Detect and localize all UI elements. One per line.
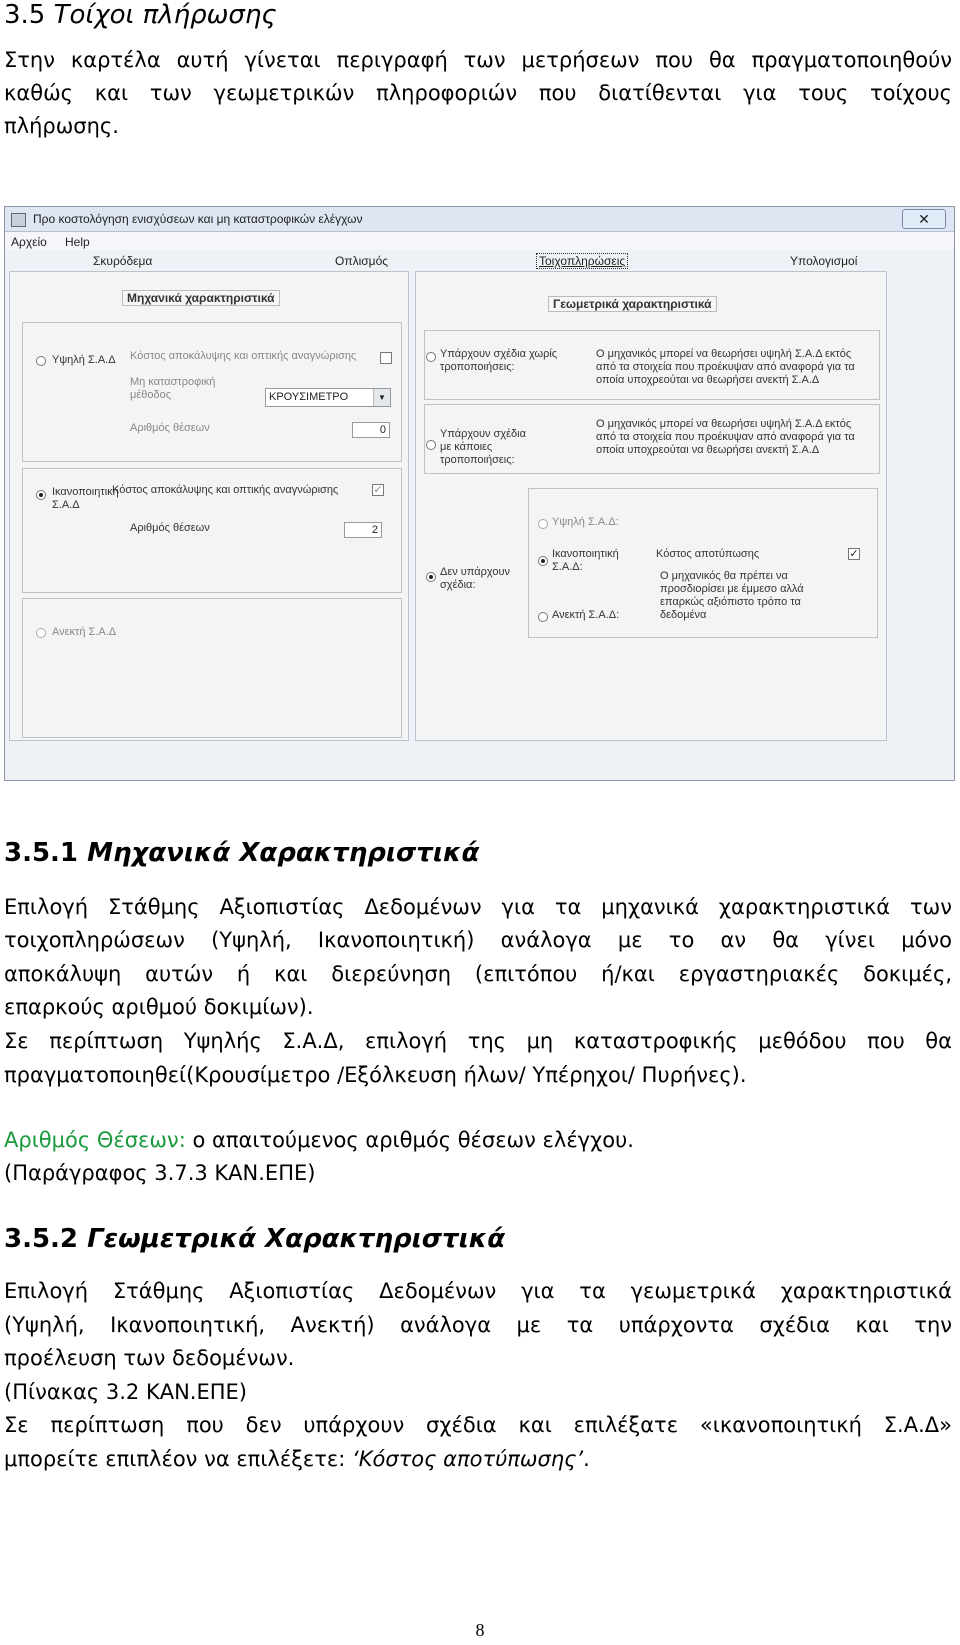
p352-line-6 (4, 1443, 952, 1476)
p352-line-2: (Υψηλή, Ικανοποιητική, Ανεκτή) ανάλογα με τα υπάρχοντα σχέδια και την (4, 1313, 952, 1337)
method-value: ΚΡΟΥΣΙΜΕΤΡΟ (269, 391, 349, 403)
opt1-label: Υπάρχουν σχέδια χωρίς τροποποιήσεις: (440, 348, 558, 373)
positions-text: ο απαιτούμενος αριθμός θέσεων ελέγχου. (185, 1128, 634, 1152)
method-select[interactable] (265, 388, 391, 407)
p351-line-3: αποκάλυψη αυτών ή και διερεύνηση (επιτόπου ή/και εργαστηριακές δοκιμές, (4, 962, 952, 986)
acceptable-radio[interactable] (36, 628, 46, 638)
close-button[interactable]: ✕ (902, 209, 946, 229)
tab-calculations[interactable]: Υπολογισμοί (790, 254, 858, 268)
opt1-radio[interactable] (426, 352, 436, 362)
tab-infill-walls[interactable]: Τοιχοπληρώσεις (539, 254, 626, 268)
p351-line-1: Επιλογή Στάθμης Αξιοπιστίας Δεδομένων για τα μηχανικά χαρακτηριστικά των (4, 895, 952, 919)
menu-file[interactable]: Αρχείο (11, 235, 47, 249)
sub-sat-radio[interactable] (538, 556, 548, 566)
tab-strip (5, 251, 935, 273)
positions-paragraph (4, 1124, 952, 1157)
sub-acc-radio[interactable] (538, 612, 548, 622)
section-heading (4, 0, 277, 30)
positions-high-input[interactable]: 0 (352, 422, 390, 438)
menu-bar (5, 232, 954, 250)
intro-line-2: καθώς και των γεωμετρικών πληροφοριών που διατίθενται για τους τοίχους (4, 81, 952, 105)
subsection-352-number: 3.5.2 (4, 1224, 79, 1254)
p352-line-4: (Πίνακας 3.2 ΚΑΝ.ΕΠΕ) (4, 1380, 247, 1404)
sub-high-label: Υψηλή Σ.Α.Δ: (552, 516, 619, 528)
p352-line-1: Επιλογή Στάθμης Αξιοπιστίας Δεδομένων για τα γεωμετρικά χαρακτηριστικά (4, 1279, 952, 1303)
p352-line-3: προέλευση των δεδομένων. (4, 1346, 295, 1370)
intro-line-3: πλήρωσης. (4, 114, 119, 138)
menu-help[interactable]: Help (65, 235, 90, 249)
survey-desc: Ο μηχανικός θα πρέπει να προσδιορίσει με έμμεσο αλλά επαρκώς αξιόπιστο τρόπο τα δεδομένα (660, 570, 804, 621)
high-label: Υψηλή Σ.Α.Δ (52, 354, 116, 366)
high-radio[interactable] (36, 356, 46, 366)
p352-line-5: Σε περίπτωση που δεν υπάρχουν σχέδια και επιλέξατε «ικανοποιητική Σ.Α.Δ» (4, 1413, 952, 1437)
title-bar (5, 207, 954, 232)
cost-checkbox-2[interactable]: ✓ (373, 484, 383, 496)
positions-label-2: Αριθμός θέσεων (130, 522, 210, 534)
p352-line-6-post: . (583, 1447, 590, 1471)
positions-term: Αριθμός Θέσεων: (4, 1128, 186, 1152)
section-number: 3.5 (4, 0, 46, 30)
positions-sat-input[interactable]: 2 (344, 522, 382, 538)
survey-checkbox[interactable]: ✓ (849, 548, 859, 560)
sub-acc-label: Ανεκτή Σ.Α.Δ: (552, 609, 620, 621)
mechanical-pane (9, 271, 409, 741)
app-window (4, 206, 955, 781)
tab-concrete[interactable]: Σκυρόδεμα (93, 254, 153, 268)
opt2-label: Υπάρχουν σχέδια με κάποιες τροποποιήσεις: (440, 428, 526, 466)
opt3-radio[interactable] (426, 572, 436, 582)
subsection-351-heading (4, 838, 479, 868)
opt1-desc: Ο μηχανικός μπορεί να θεωρήσει υψηλή Σ.Α.Δ εκτός από τα στοιχεία που προέκυψαν από αναφορά για τα οποία υποχρεούται να θεωρήσει ανεκτή Σ.Α.Δ (596, 348, 855, 386)
satisfactory-radio[interactable] (36, 490, 46, 500)
sub-sat-label: Ικανοποιητική Σ.Α.Δ: (552, 548, 619, 573)
positions-reference: (Παράγραφος 3.7.3 ΚΑΝ.ΕΠΕ) (4, 1161, 316, 1185)
opt2-desc: Ο μηχανικός μπορεί να θεωρήσει υψηλή Σ.Α.Δ εκτός από τα στοιχεία που προέκυψαν από αναφορά για τα οποία υποχρεούται να θεωρήσει ανεκτή Σ.Α.Δ (596, 418, 855, 456)
acceptable-label: Ανεκτή Σ.Α.Δ (52, 626, 117, 638)
cost-label-2: Κόστος αποκάλυψης και οπτικής αναγνώρισης (112, 484, 339, 496)
geometric-frame-title: Γεωμετρικά χαρακτηριστικά (548, 296, 717, 312)
p351-line-5: Σε περίπτωση Υψηλής Σ.Α.Δ, επιλογή της μη καταστροφικής μεθόδου που θα (4, 1029, 952, 1053)
sub-high-radio[interactable] (538, 519, 548, 529)
opt3-label: Δεν υπάρχουν σχέδια: (440, 566, 510, 591)
subsection-352-heading (4, 1224, 505, 1254)
tab-reinforcement[interactable]: Οπλισμός (335, 254, 389, 268)
p351-line-4: επαρκούς αριθμού δοκιμίων). (4, 995, 314, 1019)
app-icon (11, 213, 26, 227)
survey-label: Κόστος αποτύπωσης (656, 548, 760, 560)
positions-label: Αριθμός θέσεων (130, 422, 210, 434)
chevron-down-icon: ▼ (373, 389, 390, 406)
cost-checkbox[interactable] (380, 352, 392, 364)
mechanical-frame-title: Μηχανικά χαρακτηριστικά (122, 290, 280, 306)
p352-line-6-pre: μπορείτε επιπλέον να επιλέξετε: (4, 1447, 353, 1471)
subsection-351-title: Μηχανικά Χαρακτηριστικά (87, 838, 480, 868)
satisfactory-label: Ικανοποιητική Σ.Α.Δ (52, 486, 119, 511)
subsection-351-number: 3.5.1 (4, 838, 79, 868)
subsection-352-title: Γεωμετρικά Χαρακτηριστικά (87, 1224, 506, 1254)
method-label: Μη καταστροφική μέθοδος (130, 376, 216, 401)
cost-label: Κόστος αποκάλυψης και οπτικής αναγνώρισης (130, 350, 357, 362)
opt2-radio[interactable] (426, 440, 436, 450)
intro-line-1: Στην καρτέλα αυτή γίνεται περιγραφή των μετρήσεων που θα πραγματοποιηθούν (4, 48, 952, 72)
p351-line-2: τοιχοπληρώσεων (Υψηλή, Ικανοποιητική) ανάλογα με το αν θα γίνει μόνο (4, 928, 952, 952)
acceptable-group (22, 598, 402, 738)
survey-cost-term: ‘Κόστος αποτύπωσης’ (352, 1447, 584, 1471)
geometric-pane (415, 271, 887, 741)
window-title: Προ κοστολόγηση ενισχύσεων και μη καταστροφικών ελέγχων (33, 212, 363, 226)
p351-line-6: πραγματοποιηθεί(Κρουσίμετρο /Εξόλκευση ήλων/ Υπέρηχοι/ Πυρήνες). (4, 1063, 747, 1087)
section-title: Τοίχοι πλήρωσης (53, 0, 277, 30)
page-number: 8 (475, 1620, 485, 1640)
